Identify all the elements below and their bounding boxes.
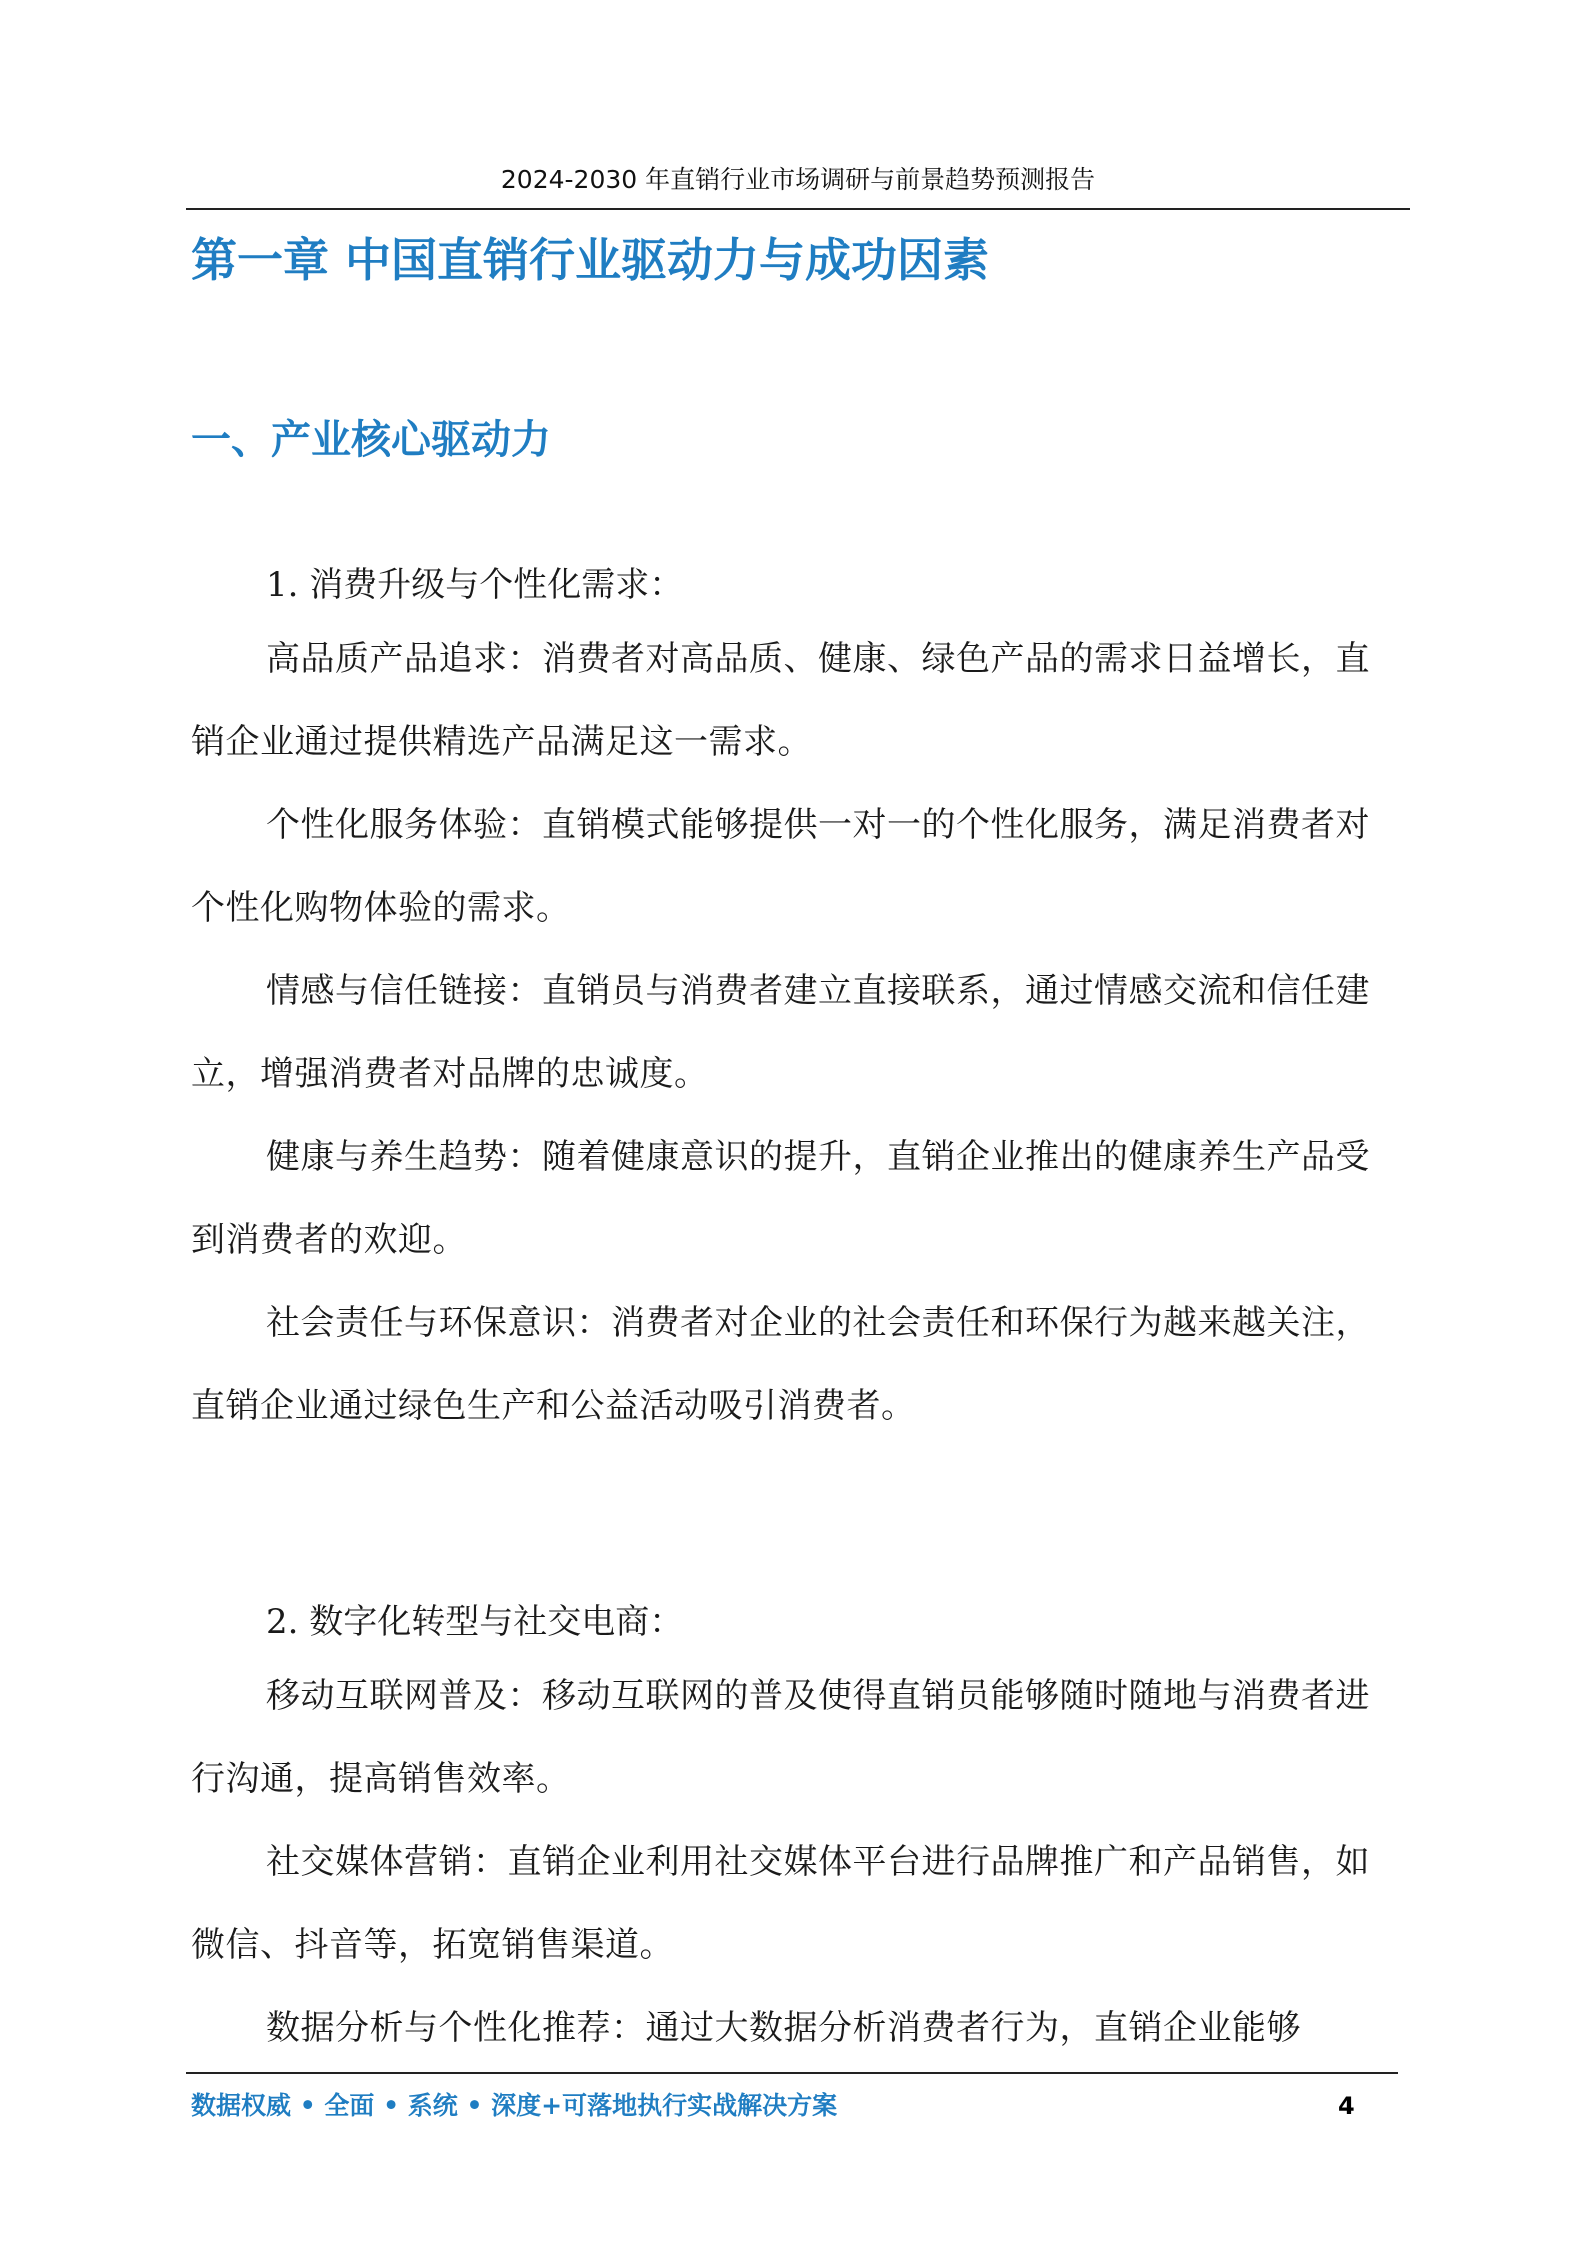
item-heading: 1. 消费升级与个性化需求： — [266, 565, 684, 605]
header-divider — [186, 208, 1410, 210]
running-header-title: 2024-2030 年直销行业市场调研与前景趋势预测报告 — [500, 165, 1096, 194]
paragraph: 健康与养生趋势：随着健康意识的提升，直销企业推出的健康养生产品受到消费者的欢迎。 — [191, 1137, 1370, 1260]
footer-slogan: 数据权威 • 全面 • 系统 • 深度+可落地执行实战解决方案 — [191, 2091, 838, 2120]
chapter-title: 第一章 中国直销行业驱动力与成功因素 — [191, 233, 990, 287]
footer-divider — [186, 2072, 1398, 2074]
item-heading: 2. 数字化转型与社交电商： — [266, 1602, 684, 1642]
paragraph: 高品质产品追求：消费者对高品质、健康、绿色产品的需求日益增长，直销企业通过提供精选产品满足这一需求。 — [191, 639, 1370, 762]
section-title: 一、产业核心驱动力 — [191, 417, 551, 463]
paragraph: 个性化服务体验：直销模式能够提供一对一的个性化服务，满足消费者对个性化购物体验的需求。 — [191, 805, 1370, 928]
paragraph: 社交媒体营销：直销企业利用社交媒体平台进行品牌推广和产品销售，如微信、抖音等，拓宽销售渠道。 — [191, 1842, 1370, 1965]
paragraph: 情感与信任链接：直销员与消费者建立直接联系，通过情感交流和信任建立，增强消费者对品牌的忠诚度。 — [191, 971, 1370, 1094]
page-number: 4 — [1338, 2092, 1355, 2120]
paragraph: 移动互联网普及：移动互联网的普及使得直销员能够随时随地与消费者进行沟通，提高销售效率。 — [191, 1676, 1370, 1799]
paragraph: 社会责任与环保意识：消费者对企业的社会责任和环保行为越来越关注，直销企业通过绿色生产和公益活动吸引消费者。 — [191, 1303, 1370, 1426]
paragraph: 数据分析与个性化推荐：通过大数据分析消费者行为，直销企业能够 — [266, 2008, 1301, 2048]
